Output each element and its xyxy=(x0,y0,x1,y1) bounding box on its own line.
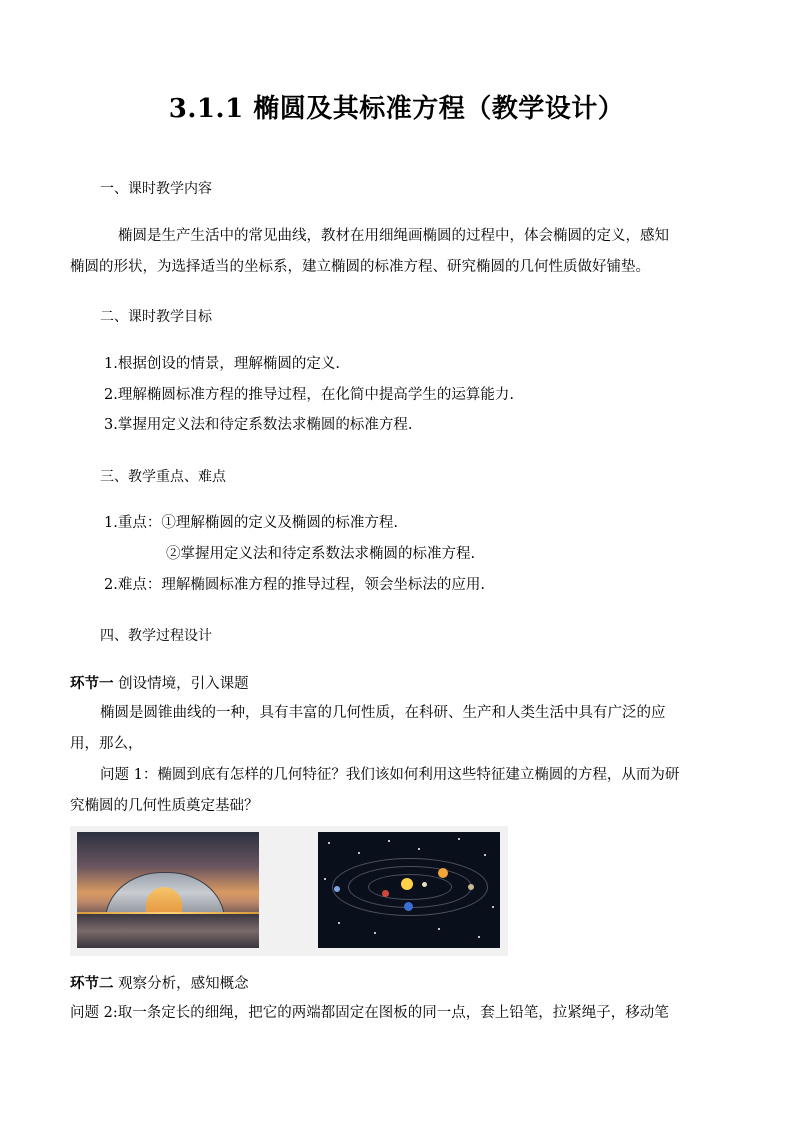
list-item: 1.重点：①理解椭圆的定义及椭圆的标准方程. xyxy=(104,515,398,531)
paragraph-line: 椭圆的形状，为选择适当的坐标系，建立椭圆的标准方程、研究椭圆的几何性质做好铺垫。 xyxy=(70,259,650,275)
planet-icon xyxy=(404,902,413,911)
stage-title: 观察分析，感知概念 xyxy=(118,976,249,992)
paragraph-line: 用，那么， xyxy=(70,736,143,752)
paragraph-line: 椭圆是生产生活中的常见曲线，教材在用细绳画椭圆的过程中，体会椭圆的定义，感知 xyxy=(118,228,669,244)
star xyxy=(492,906,494,908)
planet-icon xyxy=(334,886,340,892)
stage-heading-1 xyxy=(70,672,249,693)
star xyxy=(328,842,330,844)
list-item: 2.理解椭圆标准方程的推导过程，在化简中提高学生的运算能力. xyxy=(104,387,514,403)
star xyxy=(438,928,440,930)
paragraph-line: 问题 2:取一条定长的细绳，把它的两端都固定在图板的同一点，套上铅笔，拉紧绳子，移动笔 xyxy=(70,1005,669,1021)
paragraph-line: 问题 1：椭圆到底有怎样的几何特征？我们该如何利用这些特征建立椭圆的方程，从而为研 xyxy=(100,767,680,783)
page-title: 3.1.1 椭圆及其标准方程（教学设计） xyxy=(168,94,625,124)
section-heading-process: 四、教学过程设计 xyxy=(100,628,212,644)
planet-icon xyxy=(468,884,474,890)
star xyxy=(338,922,340,924)
stage-heading-2 xyxy=(70,972,249,993)
star xyxy=(324,878,326,880)
list-item: 3.掌握用定义法和待定系数法求椭圆的标准方程. xyxy=(104,417,413,433)
water-reflection xyxy=(77,914,259,948)
paragraph-line: 究椭圆的几何性质奠定基础？ xyxy=(70,798,259,814)
star xyxy=(388,840,390,842)
planet-icon xyxy=(438,868,448,878)
star xyxy=(478,936,480,938)
solar-system-photo-icon xyxy=(318,832,500,948)
list-item: 2.难点：理解椭圆标准方程的推导过程，领会坐标法的应用. xyxy=(104,577,485,593)
star xyxy=(374,932,376,934)
opera-house-photo-icon xyxy=(77,832,259,948)
section-heading-content: 一、课时教学内容 xyxy=(100,181,212,197)
star xyxy=(458,838,460,840)
stage-title: 创设情境，引入课题 xyxy=(118,676,249,692)
star xyxy=(484,854,486,856)
list-item: ②掌握用定义法和待定系数法求椭圆的标准方程. xyxy=(166,546,476,562)
paragraph-line: 椭圆是圆锥曲线的一种，具有丰富的几何性质，在科研、生产和人类生活中具有广泛的应 xyxy=(100,705,666,721)
stage-label: 环节一 xyxy=(70,675,114,692)
section-heading-goals: 二、课时教学目标 xyxy=(100,309,212,325)
star xyxy=(358,852,360,854)
stage-label: 环节二 xyxy=(70,975,114,992)
star xyxy=(418,848,420,850)
planet-icon xyxy=(382,890,389,897)
sun-icon xyxy=(401,878,413,890)
section-heading-keypoints: 三、教学重点、难点 xyxy=(100,469,226,485)
planet-icon xyxy=(422,882,427,887)
list-item: 1.根据创设的情景，理解椭圆的定义. xyxy=(104,356,340,372)
